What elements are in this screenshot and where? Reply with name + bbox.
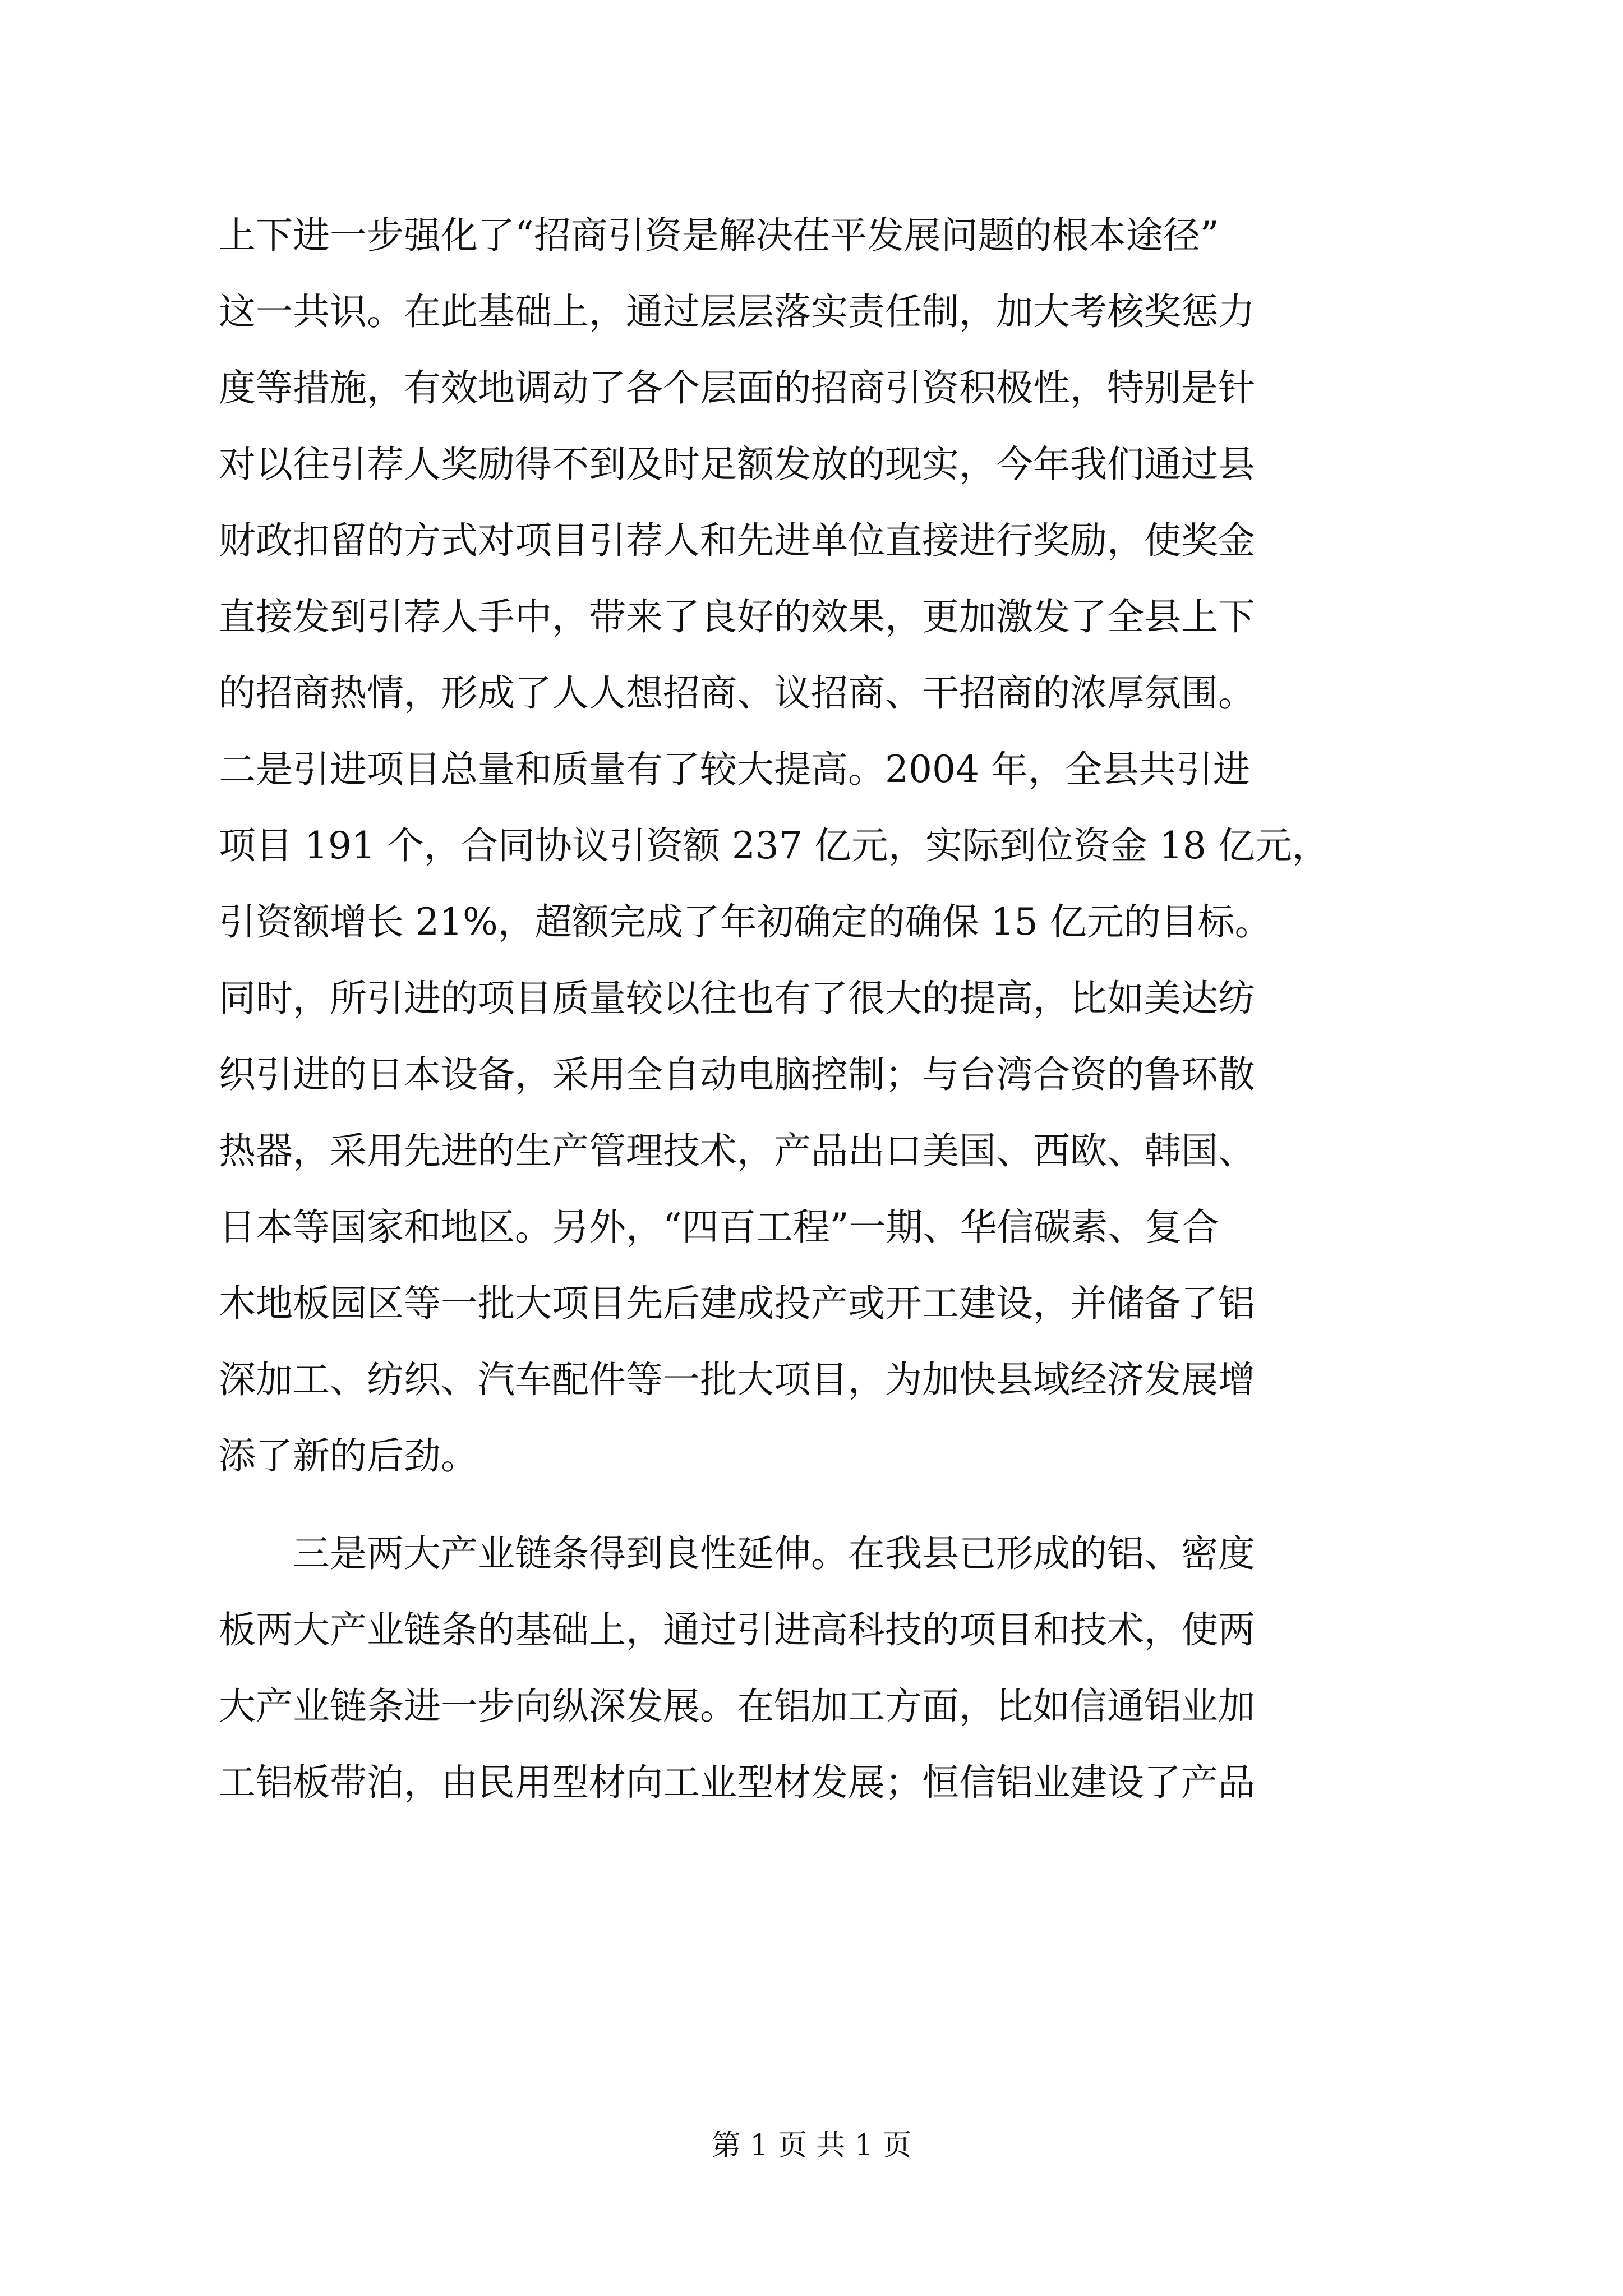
text-line: 日本等国家和地区。另外，“四百工程”一期、华信碳素、复合 <box>219 1205 1219 1249</box>
text-line: 对以往引荐人奖励得不到及时足额发放的现实，今年我们通过县 <box>219 443 1255 486</box>
document-body <box>219 197 1430 1821</box>
paragraph-2 <box>219 1516 1430 1821</box>
text-line: 同时，所引进的项目质量较以往也有了很大的提高，比如美达纺 <box>219 977 1255 1020</box>
text-line: 度等措施，有效地调动了各个层面的招商引资积极性，特别是针 <box>219 366 1255 409</box>
text-line: 这一共识。在此基础上，通过层层落实责任制，加大考核奖惩力 <box>219 290 1255 333</box>
paragraph-1 <box>219 197 1430 1494</box>
text-line: 大产业链条进一步向纵深发展。在铝加工方面，比如信通铝业加 <box>219 1685 1255 1728</box>
text-line: 织引进的日本设备，采用全自动电脑控制；与台湾合资的鲁环散 <box>219 1053 1255 1096</box>
text-line: 项目 191 个，合同协议引资额 237 亿元，实际到位资金 18 亿元， <box>219 824 1329 867</box>
text-line: 财政扣留的方式对项目引荐人和先进单位直接进行奖励，使奖金 <box>219 519 1255 562</box>
text-line: 板两大产业链条的基础上，通过引进高科技的项目和技术，使两 <box>219 1608 1255 1651</box>
page-footer <box>0 2126 1623 2165</box>
text-line: 添了新的后劲。 <box>219 1434 478 1478</box>
text-line: 二是引进项目总量和质量有了较大提高。2004 年，全县共引进 <box>219 748 1250 791</box>
text-line: 木地板园区等一批大项目先后建成投产或开工建设，并储备了铝 <box>219 1282 1255 1325</box>
paragraph-spacing <box>219 1494 1430 1516</box>
text-line: 直接发到引荐人手中，带来了良好的效果，更加激发了全县上下 <box>219 595 1255 638</box>
text-line: 工铝板带泊，由民用型材向工业型材发展；恒信铝业建设了产品 <box>219 1761 1255 1804</box>
text-line: 上下进一步强化了“招商引资是解决茌平发展问题的根本途径” <box>219 214 1219 257</box>
page-number-label: 第 1 页 共 1 页 <box>711 2129 912 2162</box>
text-line: 三是两大产业链条得到良性延伸。在我县已形成的铝、密度 <box>293 1532 1255 1575</box>
text-line: 的招商热情，形成了人人想招商、议招商、干招商的浓厚氛围。 <box>219 671 1255 715</box>
text-line: 深加工、纺织、汽车配件等一批大项目，为加快县域经济发展增 <box>219 1358 1255 1401</box>
text-line: 热器，采用先进的生产管理技术，产品出口美国、西欧、韩国、 <box>219 1129 1255 1172</box>
text-line: 引资额增长 21%，超额完成了年初确定的确保 15 亿元的目标。 <box>219 900 1272 944</box>
